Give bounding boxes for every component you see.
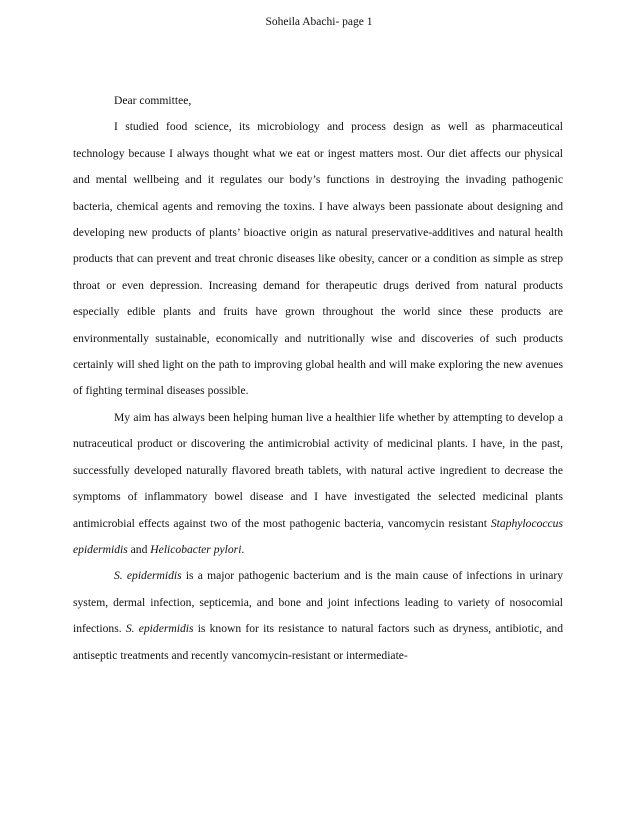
- letter-body: [73, 88, 563, 669]
- page-header: Soheila Abachi- page 1: [265, 16, 373, 28]
- paragraph-1: I studied food science, its microbiology and process design as well as pharmaceutical technology because I always thought what we eat or ingest matters most. Our diet affects our physical and mental wellbeing and it regulates our body’s functions in destroying the invading pathogenic bacteria, chemical agents and removing the toxins. I have always been passionate about designing and developing new products of plants’ bioactive origin as natural preservative-additives and natural health products that can prevent and treat chronic diseases like obesity, cancer or a condition as simple as strep throat or even depression. Increasing demand for therapeutic drugs derived from natural products especially edible plants and fruits have grown throughout the world since these products are environmentally sustainable, economically and nutritionally wise and discoveries of such products certainly will shed light on the path to improving global health and will make exploring the new avenues of fighting terminal diseases possible.: [73, 120, 563, 398]
- paragraph-2-end: .: [241, 542, 245, 556]
- paragraph-3-text-b: is known for its resistance to natural factors such as dryness, antibiotic, and antiseptic treatments and recently vancomycin-resistant or intermediate-: [73, 622, 564, 662]
- species-name-staphylococcus: Staphylococcus epidermidis: [73, 516, 563, 556]
- paragraph-2: [73, 405, 563, 563]
- species-name-s-epidermidis-2: S. epidermidis: [125, 622, 194, 636]
- salutation: Dear committee,: [114, 94, 192, 107]
- paragraph-3: [73, 563, 563, 669]
- paragraph-2-text: My aim has always been helping human live a healthier life whether by attempting to develop a nutraceutical product or discovering the antimicrobial activity of medicinal plants. I have, in the past, successfully developed naturally flavored breath tablets, with natural active ingredient to decrease the symptoms of inflammatory bowel disease and I have investigated the selected medicinal plants antimicrobial effects against two of the most pathogenic bacteria, vancomycin resistant: [73, 410, 563, 530]
- conjunction-text: and: [127, 542, 151, 556]
- paragraph-3-text-a: is a major pathogenic bacterium and is the main cause of infections in urinary system, dermal infection, septicemia, and bone and joint infections leading to variety of nosocomial infections.: [73, 569, 563, 636]
- species-name-helicobacter: Helicobacter pylori: [150, 542, 242, 556]
- species-name-s-epidermidis-1: S. epidermidis: [114, 569, 182, 583]
